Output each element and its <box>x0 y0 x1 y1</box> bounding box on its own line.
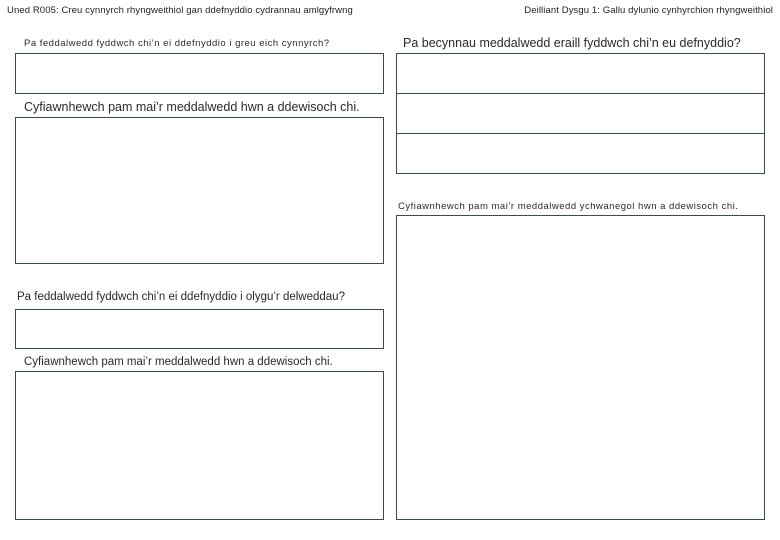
answer-box-edit-images[interactable] <box>15 309 384 349</box>
answer-box-other-software-2[interactable] <box>396 93 765 134</box>
answer-box-justify-1[interactable] <box>15 117 384 264</box>
answer-box-justify-2[interactable] <box>15 371 384 520</box>
question-create-software: Pa feddalwedd fyddwch chi’n ei ddefnyddio i greu eich cynnyrch? <box>24 38 330 49</box>
justify-label-additional: Cyfiawnhewch pam mai’r meddalwedd ychwanegol hwn a ddewisoch chi. <box>398 201 739 212</box>
answer-box-other-software-3[interactable] <box>396 133 765 174</box>
header-learning-outcome: Deilliant Dysgu 1: Gallu dylunio cynhyrchion rhyngweithiol <box>524 5 773 16</box>
answer-box-other-software-1[interactable] <box>396 53 765 94</box>
header-unit-title: Uned R005: Creu cynnyrch rhyngweithiol gan ddefnyddio cydrannau amlgyfrwng <box>7 5 353 16</box>
answer-box-create-software[interactable] <box>15 53 384 94</box>
answer-box-justify-additional[interactable] <box>396 215 765 520</box>
question-edit-images-software: Pa feddalwedd fyddwch chi’n ei ddefnyddio i olygu’r delweddau? <box>17 291 345 303</box>
justify-label-1: Cyfiawnhewch pam mai’r meddalwedd hwn a ddewisoch chi. <box>24 100 360 114</box>
justify-label-2: Cyfiawnhewch pam mai’r meddalwedd hwn a ddewisoch chi. <box>24 356 333 368</box>
question-other-software: Pa becynnau meddalwedd eraill fyddwch chi’n eu defnyddio? <box>403 36 741 50</box>
